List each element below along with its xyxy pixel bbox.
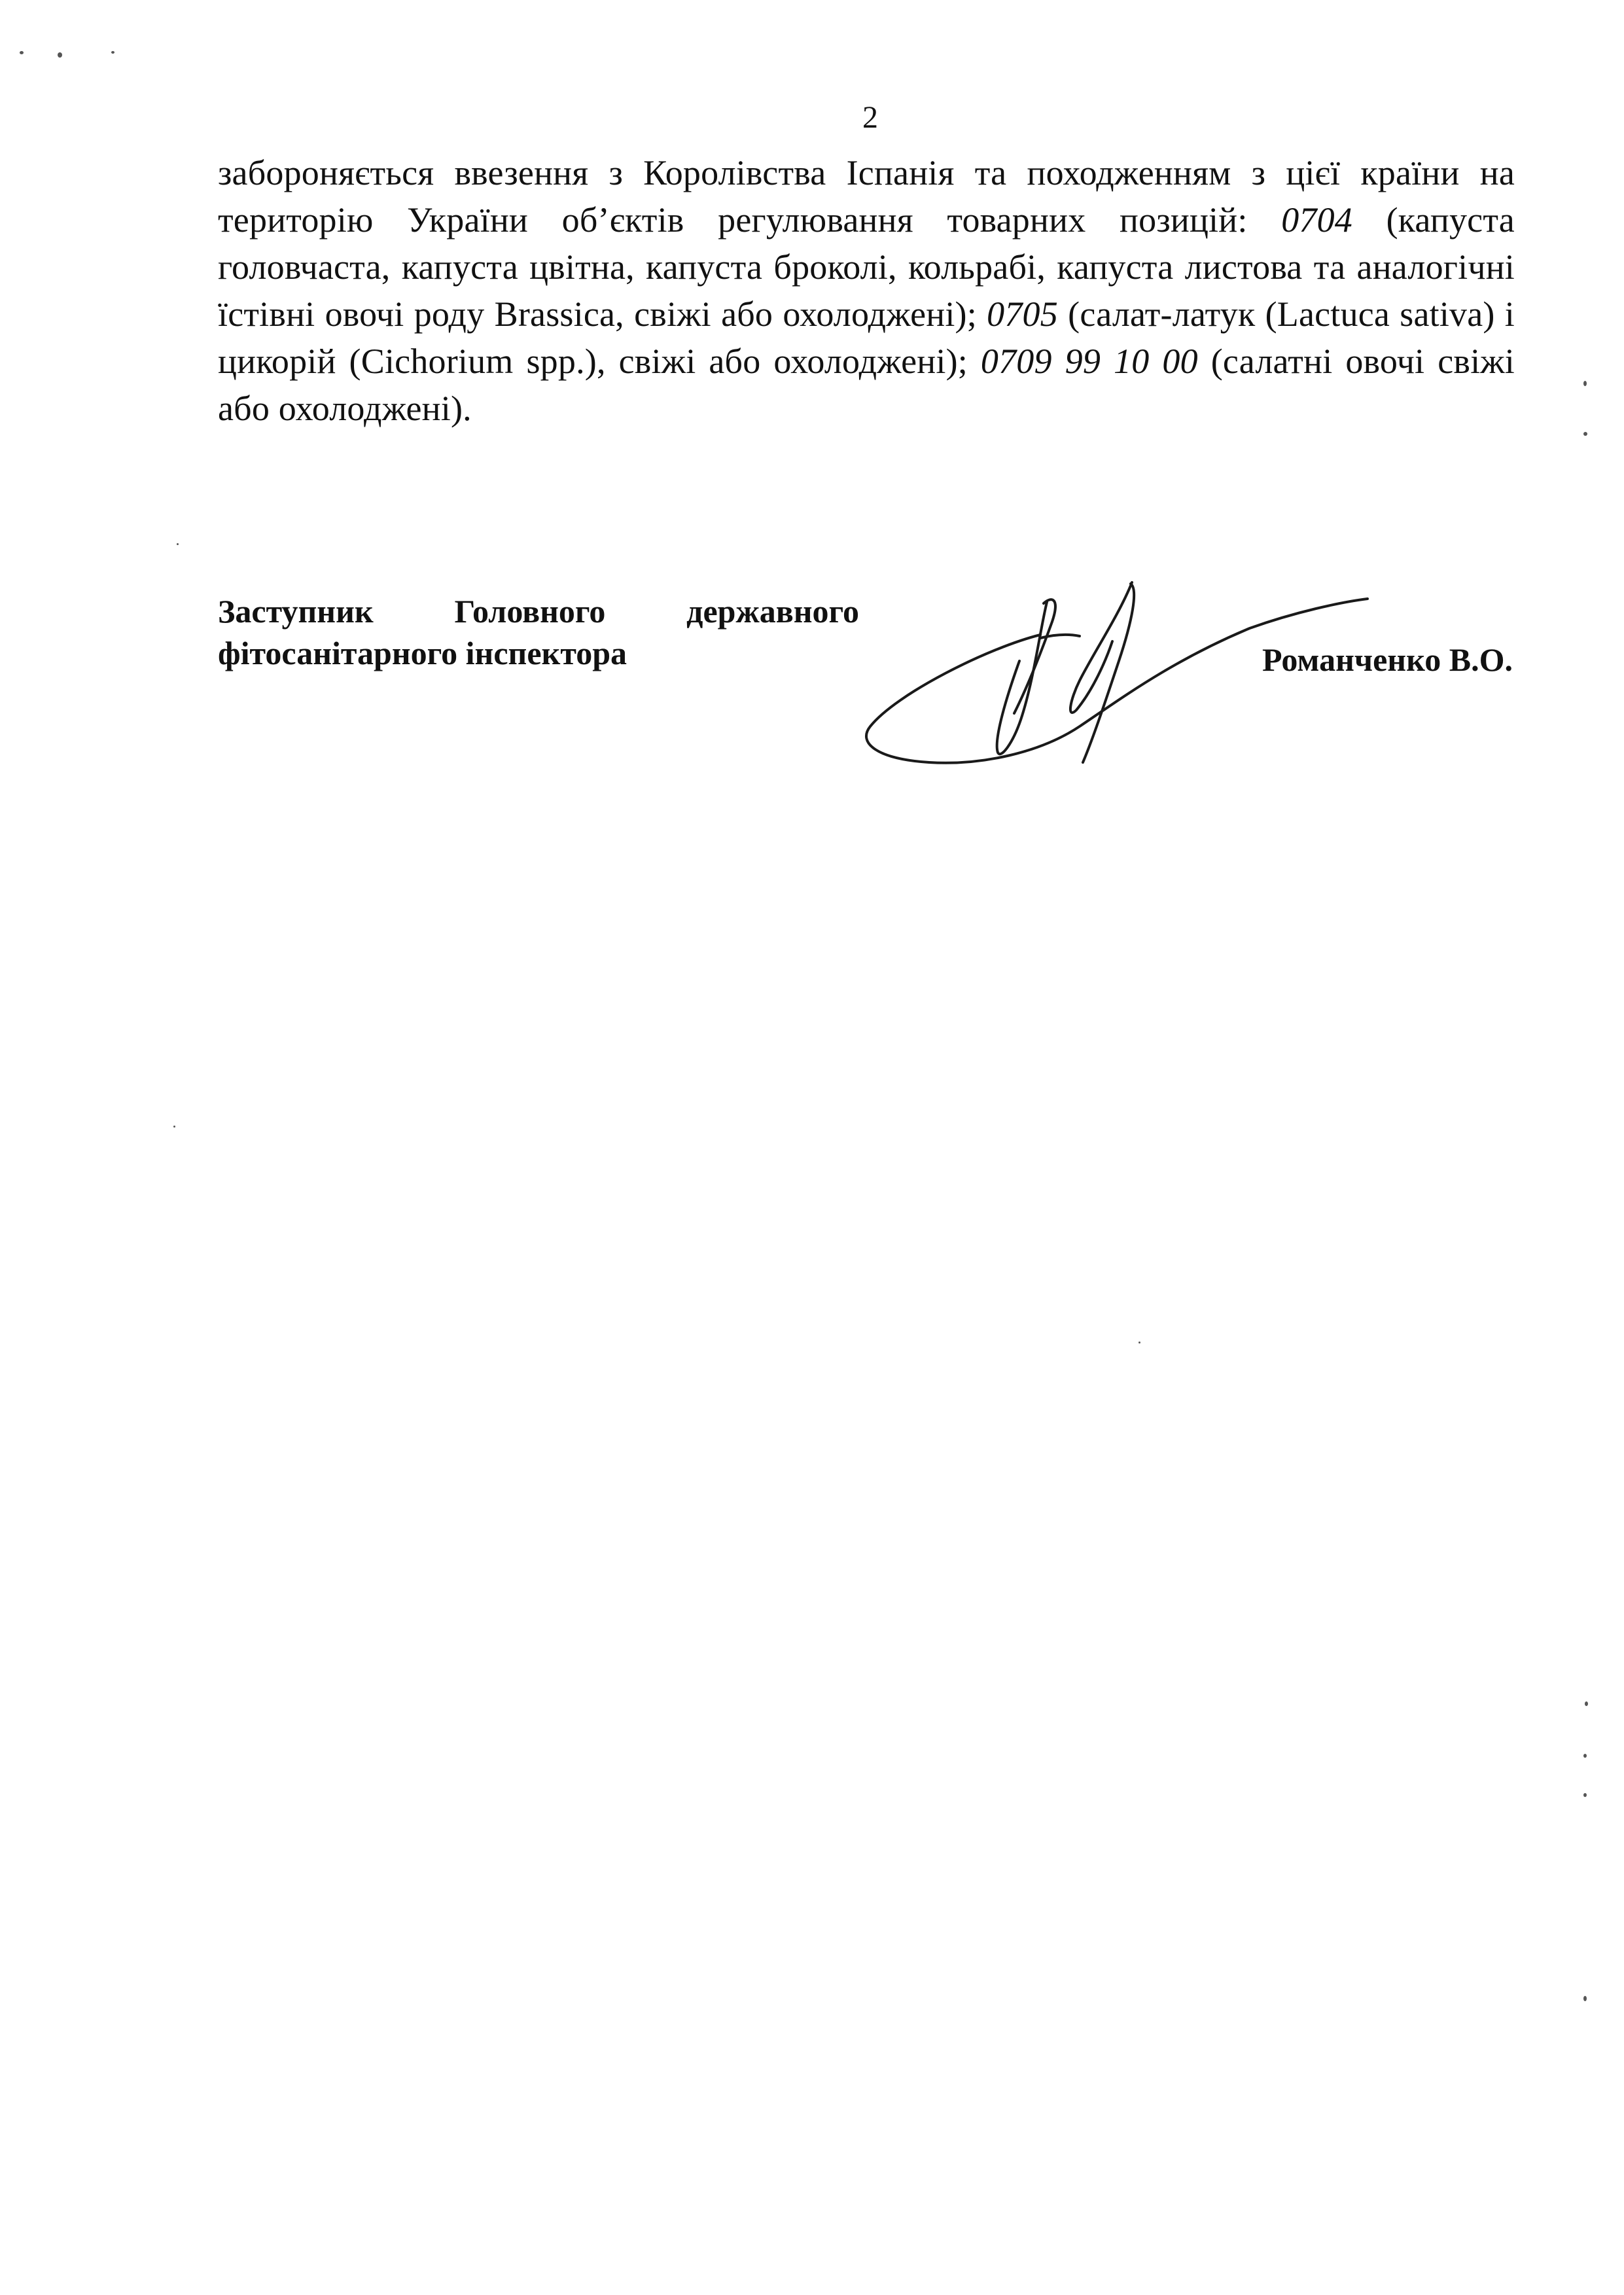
scan-speck [58,52,62,58]
scan-speck [111,51,115,54]
commodity-code: 0705 [987,294,1058,334]
scan-speck [1583,1996,1587,2001]
signatory-title-line2: фітосанітарного інспектора [218,635,627,671]
scan-speck [173,1126,175,1128]
paragraph-text: забороняється ввезення з Королівства Іспанія та походженням з цієї країни на територію України об’єктів регулювання товарних позицій: [218,153,1515,240]
paragraph-text: (салат-латук (Lactuca sativa) і цикорій (Cichorium spp.), свіжі або охолоджені); [218,294,1515,381]
title-word: Головного [454,593,606,630]
commodity-code: 0704 [1281,200,1352,240]
title-word: Заступник [218,593,374,630]
scan-speck [1139,1342,1140,1343]
paragraph-text: (салатні овочі свіжі або охолоджені). [218,342,1515,428]
paragraph-text: (капуста головчаста, капуста цвітна, капуста броколі, кольрабі, капуста листова та аналогічні їстівні овочі роду Brassica, свіжі або охолоджені); [218,200,1515,334]
signatory-title-line1 [218,590,859,632]
title-word: державного [686,593,859,630]
scan-speck [20,51,24,54]
scan-speck [1585,1701,1588,1706]
page-number: 2 [862,100,878,135]
scan-speck [1583,1793,1587,1797]
scan-speck [1583,432,1587,436]
signatory-name: Романченко В.О. [1262,641,1513,678]
scan-speck [177,543,179,545]
commodity-code: 0709 99 10 00 [980,342,1198,381]
scan-speck [1583,1754,1587,1758]
signatory-title [218,590,859,674]
scan-speck [1583,381,1587,386]
body-paragraph [218,149,1515,432]
